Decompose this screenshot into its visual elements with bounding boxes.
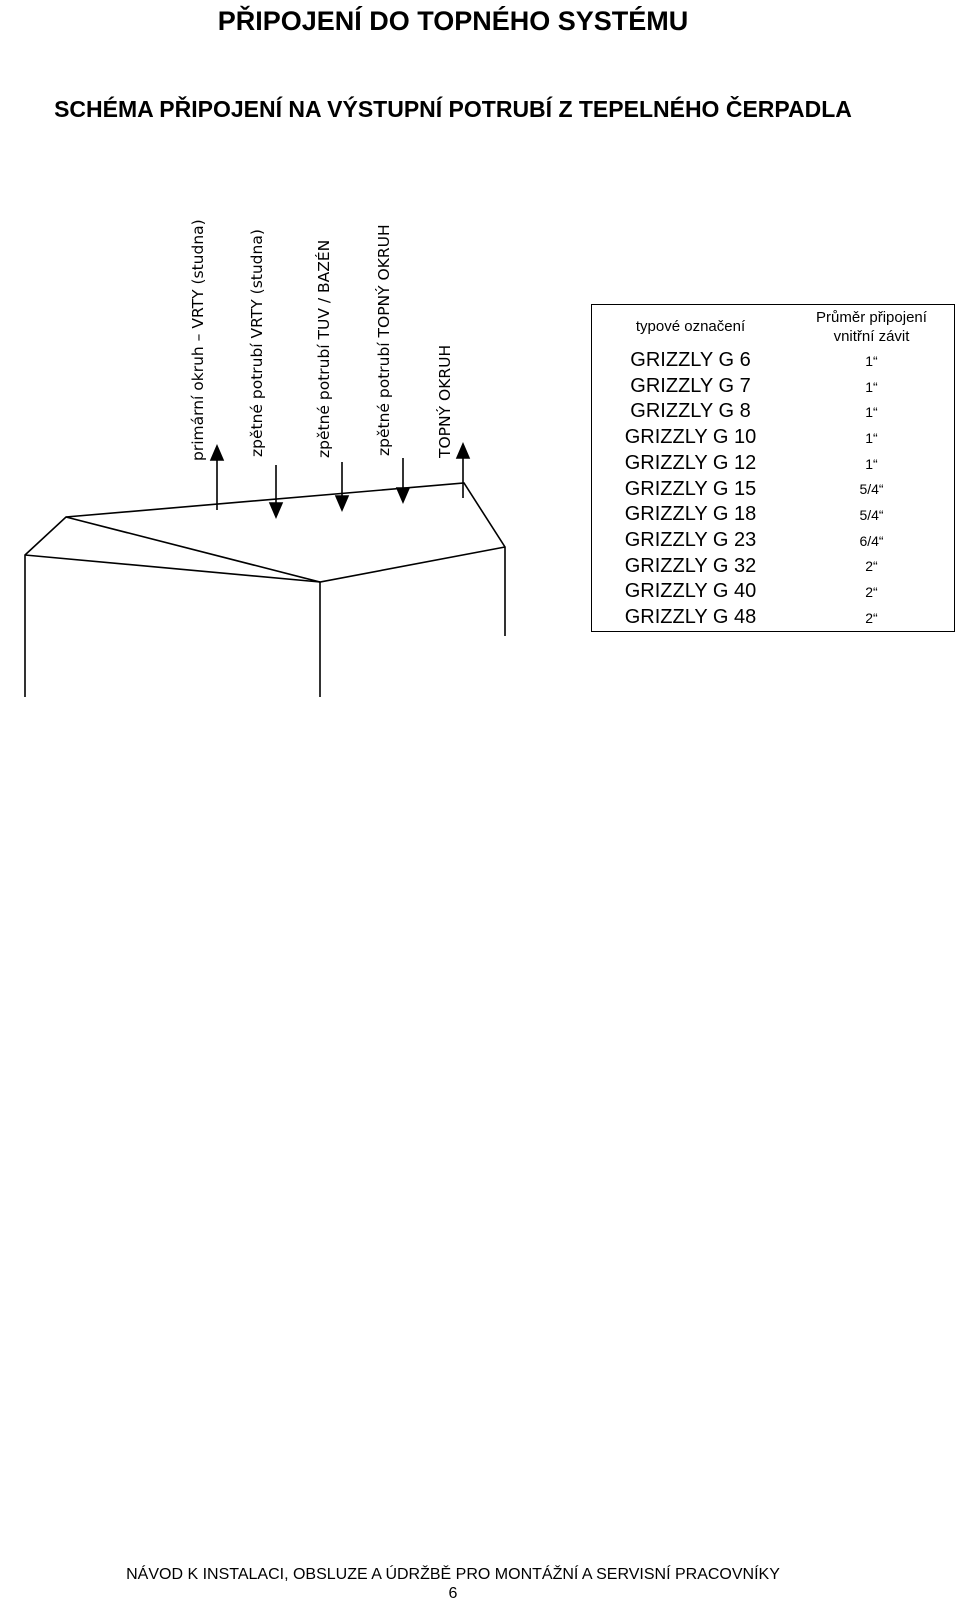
table-row	[592, 477, 955, 503]
table-row	[592, 528, 955, 554]
connection-size-cell: 5/4“	[859, 507, 884, 524]
pipe-arrow-return-dhw-down	[336, 462, 348, 510]
model-cell: GRIZZLY G 40	[624, 580, 757, 603]
table-row	[592, 579, 955, 605]
pipe-label-primary: primární okruh – VRTY (studna)	[189, 219, 207, 461]
table-body	[592, 348, 955, 631]
pipe-arrow-primary-up	[211, 446, 223, 510]
table-row	[592, 399, 955, 425]
model-cell: GRIZZLY G 7	[630, 374, 751, 397]
model-cell: GRIZZLY G 48	[624, 606, 757, 629]
table-row	[592, 425, 955, 451]
pipe-label-return-dhw: zpětné potrubí TUV / BAZÉN	[315, 239, 333, 458]
model-cell: GRIZZLY G 23	[624, 528, 757, 551]
table-header-row	[592, 305, 955, 349]
table-row	[592, 374, 955, 400]
pipe-label-heating: TOPNÝ OKRUH	[436, 344, 454, 458]
table-row	[592, 348, 955, 374]
footer-text: NÁVOD K INSTALACI, OBSLUZE A ÚDRŽBĚ PRO MONTÁŽNÍ A SERVISNÍ PRACOVNÍKY	[126, 1566, 780, 1583]
page-title: PŘIPOJENÍ DO TOPNÉHO SYSTÉMU	[217, 6, 689, 36]
section-subtitle: SCHÉMA PŘIPOJENÍ NA VÝSTUPNÍ POTRUBÍ Z TEPELNÉHO ČERPADLA	[54, 96, 852, 122]
connection-diagram	[0, 200, 590, 710]
model-cell: GRIZZLY G 32	[624, 554, 757, 577]
connection-size-cell: 1“	[865, 352, 878, 369]
header-size	[789, 305, 955, 349]
connection-size-cell: 2“	[865, 609, 878, 626]
model-cell: GRIZZLY G 6	[630, 349, 751, 371]
header-size-line1: Průměr připojení	[816, 308, 927, 326]
connection-size-cell: 1“	[865, 455, 878, 472]
page-number: 6	[448, 1585, 458, 1602]
table-row	[592, 554, 955, 580]
model-cell: GRIZZLY G 15	[624, 477, 757, 500]
model-cell: GRIZZLY G 18	[624, 503, 757, 526]
connection-size-table	[591, 304, 955, 632]
connection-size-cell: 1“	[865, 378, 878, 395]
header-model: typové označení	[635, 318, 746, 335]
pipe-label-return-wells: zpětné potrubí VRTY (studna)	[248, 229, 266, 457]
model-cell: GRIZZLY G 8	[630, 400, 751, 423]
connection-size-cell: 5/4“	[859, 481, 884, 498]
connection-size-cell: 2“	[865, 558, 878, 575]
table-row	[592, 605, 955, 631]
connection-size-cell: 6/4“	[859, 532, 884, 549]
header-size-line2: vnitřní závit	[833, 327, 910, 345]
pipe-label-return-heating: zpětné potrubí TOPNÝ OKRUH	[375, 224, 393, 456]
model-cell: GRIZZLY G 12	[624, 451, 757, 474]
connection-size-cell: 1“	[865, 404, 878, 421]
pipe-arrow-return-wells-down	[270, 465, 282, 517]
model-cell: GRIZZLY G 10	[624, 426, 757, 449]
connection-size-cell: 2“	[865, 584, 878, 601]
connection-size-cell: 1“	[865, 429, 878, 446]
pipe-arrow-heating-up	[457, 444, 469, 498]
heat-pump-unit	[25, 483, 505, 697]
table-row	[592, 502, 955, 528]
pipe-arrow-return-heating-down	[397, 458, 409, 502]
table-row	[592, 451, 955, 477]
